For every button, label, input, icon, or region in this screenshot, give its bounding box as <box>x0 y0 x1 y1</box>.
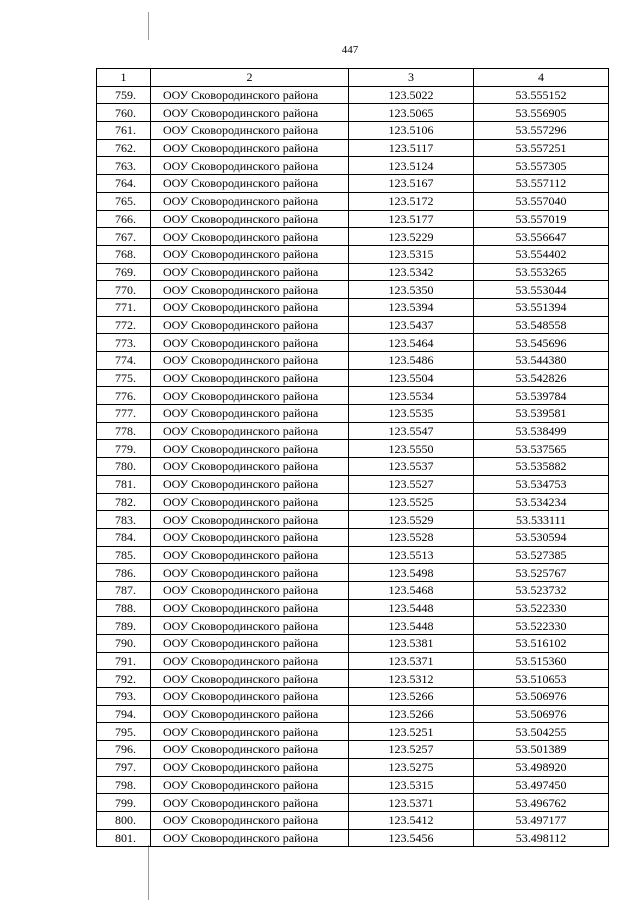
table-row <box>97 245 609 263</box>
longitude-value: 123.5525 <box>349 493 474 511</box>
organization-name: ООУ Сковородинского района <box>151 493 349 511</box>
row-number: 801. <box>97 829 151 847</box>
table-row <box>97 369 609 387</box>
organization-name: ООУ Сковородинского района <box>151 316 349 334</box>
organization-name: ООУ Сковородинского района <box>151 652 349 670</box>
latitude-value: 53.557251 <box>474 139 609 157</box>
organization-name: ООУ Сковородинского района <box>151 688 349 706</box>
table-row <box>97 776 609 794</box>
column-header-3: 3 <box>349 69 474 87</box>
organization-name: ООУ Сковородинского района <box>151 157 349 175</box>
latitude-value: 53.506976 <box>474 688 609 706</box>
column-header-4: 4 <box>474 69 609 87</box>
organization-name: ООУ Сковородинского района <box>151 387 349 405</box>
latitude-value: 53.525767 <box>474 564 609 582</box>
table-row <box>97 670 609 688</box>
organization-name: ООУ Сковородинского района <box>151 298 349 316</box>
table-row <box>97 475 609 493</box>
latitude-value: 53.548558 <box>474 316 609 334</box>
organization-name: ООУ Сковородинского района <box>151 829 349 847</box>
row-number: 785. <box>97 546 151 564</box>
row-number: 799. <box>97 794 151 812</box>
longitude-value: 123.5412 <box>349 811 474 829</box>
table-row <box>97 705 609 723</box>
table-row <box>97 405 609 423</box>
row-number: 786. <box>97 564 151 582</box>
longitude-value: 123.5177 <box>349 210 474 228</box>
row-number: 766. <box>97 210 151 228</box>
coordinates-table <box>96 68 609 847</box>
latitude-value: 53.557305 <box>474 157 609 175</box>
organization-name: ООУ Сковородинского района <box>151 794 349 812</box>
row-number: 783. <box>97 511 151 529</box>
longitude-value: 123.5371 <box>349 652 474 670</box>
longitude-value: 123.5117 <box>349 139 474 157</box>
row-number: 780. <box>97 458 151 476</box>
row-number: 784. <box>97 528 151 546</box>
latitude-value: 53.557112 <box>474 175 609 193</box>
table-row <box>97 228 609 246</box>
latitude-value: 53.537565 <box>474 440 609 458</box>
table-row <box>97 192 609 210</box>
latitude-value: 53.515360 <box>474 652 609 670</box>
organization-name: ООУ Сковородинского района <box>151 758 349 776</box>
table-row <box>97 422 609 440</box>
longitude-value: 123.5266 <box>349 688 474 706</box>
longitude-value: 123.5456 <box>349 829 474 847</box>
table-row <box>97 617 609 635</box>
organization-name: ООУ Сковородинского района <box>151 741 349 759</box>
longitude-value: 123.5394 <box>349 298 474 316</box>
longitude-value: 123.5513 <box>349 546 474 564</box>
table-row <box>97 157 609 175</box>
longitude-value: 123.5229 <box>349 228 474 246</box>
latitude-value: 53.557019 <box>474 210 609 228</box>
table-row <box>97 210 609 228</box>
latitude-value: 53.497177 <box>474 811 609 829</box>
latitude-value: 53.551394 <box>474 298 609 316</box>
row-number: 764. <box>97 175 151 193</box>
column-header-1: 1 <box>97 69 151 87</box>
latitude-value: 53.539581 <box>474 405 609 423</box>
latitude-value: 53.545696 <box>474 334 609 352</box>
longitude-value: 123.5468 <box>349 581 474 599</box>
table-row <box>97 635 609 653</box>
organization-name: ООУ Сковородинского района <box>151 458 349 476</box>
organization-name: ООУ Сковородинского района <box>151 511 349 529</box>
latitude-value: 53.533111 <box>474 511 609 529</box>
organization-name: ООУ Сковородинского района <box>151 192 349 210</box>
longitude-value: 123.5312 <box>349 670 474 688</box>
row-number: 794. <box>97 705 151 723</box>
longitude-value: 123.5550 <box>349 440 474 458</box>
longitude-value: 123.5275 <box>349 758 474 776</box>
latitude-value: 53.522330 <box>474 617 609 635</box>
longitude-value: 123.5371 <box>349 794 474 812</box>
longitude-value: 123.5381 <box>349 635 474 653</box>
organization-name: ООУ Сковородинского района <box>151 122 349 140</box>
table-row <box>97 794 609 812</box>
organization-name: ООУ Сковородинского района <box>151 705 349 723</box>
row-number: 778. <box>97 422 151 440</box>
row-number: 759. <box>97 86 151 104</box>
table-row <box>97 298 609 316</box>
latitude-value: 53.498920 <box>474 758 609 776</box>
longitude-value: 123.5124 <box>349 157 474 175</box>
latitude-value: 53.542826 <box>474 369 609 387</box>
organization-name: ООУ Сковородинского района <box>151 617 349 635</box>
table-row <box>97 440 609 458</box>
table-row <box>97 829 609 847</box>
longitude-value: 123.5437 <box>349 316 474 334</box>
table-row <box>97 564 609 582</box>
table-row <box>97 493 609 511</box>
organization-name: ООУ Сковородинского района <box>151 369 349 387</box>
row-number: 790. <box>97 635 151 653</box>
latitude-value: 53.506976 <box>474 705 609 723</box>
longitude-value: 123.5342 <box>349 263 474 281</box>
organization-name: ООУ Сковородинского района <box>151 245 349 263</box>
longitude-value: 123.5266 <box>349 705 474 723</box>
latitude-value: 53.522330 <box>474 599 609 617</box>
organization-name: ООУ Сковородинского района <box>151 228 349 246</box>
row-number: 782. <box>97 493 151 511</box>
table-row <box>97 511 609 529</box>
organization-name: ООУ Сковородинского района <box>151 440 349 458</box>
longitude-value: 123.5065 <box>349 104 474 122</box>
column-header-2: 2 <box>151 69 349 87</box>
longitude-value: 123.5464 <box>349 334 474 352</box>
latitude-value: 53.538499 <box>474 422 609 440</box>
table-row <box>97 581 609 599</box>
latitude-value: 53.534234 <box>474 493 609 511</box>
row-number: 792. <box>97 670 151 688</box>
longitude-value: 123.5527 <box>349 475 474 493</box>
table-row <box>97 122 609 140</box>
row-number: 789. <box>97 617 151 635</box>
longitude-value: 123.5448 <box>349 599 474 617</box>
row-number: 760. <box>97 104 151 122</box>
latitude-value: 53.556905 <box>474 104 609 122</box>
latitude-value: 53.534753 <box>474 475 609 493</box>
table-row <box>97 723 609 741</box>
table-header-row <box>97 69 609 87</box>
latitude-value: 53.523732 <box>474 581 609 599</box>
table-row <box>97 528 609 546</box>
latitude-value: 53.501389 <box>474 741 609 759</box>
row-number: 793. <box>97 688 151 706</box>
longitude-value: 123.5537 <box>349 458 474 476</box>
latitude-value: 53.553265 <box>474 263 609 281</box>
longitude-value: 123.5106 <box>349 122 474 140</box>
organization-name: ООУ Сковородинского района <box>151 352 349 370</box>
latitude-value: 53.555152 <box>474 86 609 104</box>
latitude-value: 53.535882 <box>474 458 609 476</box>
organization-name: ООУ Сковородинского района <box>151 175 349 193</box>
organization-name: ООУ Сковородинского района <box>151 281 349 299</box>
latitude-value: 53.504255 <box>474 723 609 741</box>
latitude-value: 53.498112 <box>474 829 609 847</box>
row-number: 771. <box>97 298 151 316</box>
latitude-value: 53.557296 <box>474 122 609 140</box>
table-row <box>97 263 609 281</box>
organization-name: ООУ Сковородинского района <box>151 528 349 546</box>
longitude-value: 123.5498 <box>349 564 474 582</box>
latitude-value: 53.497450 <box>474 776 609 794</box>
longitude-value: 123.5504 <box>349 369 474 387</box>
longitude-value: 123.5167 <box>349 175 474 193</box>
table-row <box>97 811 609 829</box>
table-row <box>97 652 609 670</box>
table-row <box>97 741 609 759</box>
table-row <box>97 387 609 405</box>
table-row <box>97 104 609 122</box>
row-number: 773. <box>97 334 151 352</box>
row-number: 781. <box>97 475 151 493</box>
organization-name: ООУ Сковородинского района <box>151 86 349 104</box>
table-body <box>97 86 609 847</box>
row-number: 769. <box>97 263 151 281</box>
organization-name: ООУ Сковородинского района <box>151 546 349 564</box>
table-row <box>97 334 609 352</box>
organization-name: ООУ Сковородинского района <box>151 334 349 352</box>
row-number: 787. <box>97 581 151 599</box>
row-number: 777. <box>97 405 151 423</box>
table-row <box>97 316 609 334</box>
row-number: 798. <box>97 776 151 794</box>
organization-name: ООУ Сковородинского района <box>151 210 349 228</box>
organization-name: ООУ Сковородинского района <box>151 723 349 741</box>
table-row <box>97 352 609 370</box>
row-number: 797. <box>97 758 151 776</box>
organization-name: ООУ Сковородинского района <box>151 405 349 423</box>
table-row <box>97 175 609 193</box>
margin-line-bottom <box>148 845 149 900</box>
row-number: 791. <box>97 652 151 670</box>
longitude-value: 123.5172 <box>349 192 474 210</box>
organization-name: ООУ Сковородинского района <box>151 475 349 493</box>
row-number: 788. <box>97 599 151 617</box>
row-number: 767. <box>97 228 151 246</box>
latitude-value: 53.510653 <box>474 670 609 688</box>
organization-name: ООУ Сковородинского района <box>151 104 349 122</box>
latitude-value: 53.496762 <box>474 794 609 812</box>
organization-name: ООУ Сковородинского района <box>151 599 349 617</box>
table-row <box>97 281 609 299</box>
longitude-value: 123.5529 <box>349 511 474 529</box>
organization-name: ООУ Сковородинского района <box>151 564 349 582</box>
table-row <box>97 86 609 104</box>
margin-line-top <box>148 12 149 40</box>
organization-name: ООУ Сковородинского района <box>151 581 349 599</box>
longitude-value: 123.5448 <box>349 617 474 635</box>
table-row <box>97 688 609 706</box>
longitude-value: 123.5315 <box>349 245 474 263</box>
row-number: 768. <box>97 245 151 263</box>
longitude-value: 123.5022 <box>349 86 474 104</box>
organization-name: ООУ Сковородинского района <box>151 635 349 653</box>
longitude-value: 123.5315 <box>349 776 474 794</box>
latitude-value: 53.527385 <box>474 546 609 564</box>
row-number: 762. <box>97 139 151 157</box>
longitude-value: 123.5257 <box>349 741 474 759</box>
latitude-value: 53.516102 <box>474 635 609 653</box>
latitude-value: 53.557040 <box>474 192 609 210</box>
latitude-value: 53.539784 <box>474 387 609 405</box>
table-row <box>97 758 609 776</box>
row-number: 763. <box>97 157 151 175</box>
longitude-value: 123.5528 <box>349 528 474 546</box>
organization-name: ООУ Сковородинского района <box>151 422 349 440</box>
latitude-value: 53.554402 <box>474 245 609 263</box>
longitude-value: 123.5486 <box>349 352 474 370</box>
row-number: 776. <box>97 387 151 405</box>
row-number: 796. <box>97 741 151 759</box>
page-number: 447 <box>341 44 359 56</box>
row-number: 774. <box>97 352 151 370</box>
row-number: 775. <box>97 369 151 387</box>
latitude-value: 53.544380 <box>474 352 609 370</box>
row-number: 800. <box>97 811 151 829</box>
organization-name: ООУ Сковородинского района <box>151 776 349 794</box>
latitude-value: 53.530594 <box>474 528 609 546</box>
table-row <box>97 139 609 157</box>
longitude-value: 123.5350 <box>349 281 474 299</box>
longitude-value: 123.5534 <box>349 387 474 405</box>
organization-name: ООУ Сковородинского района <box>151 139 349 157</box>
row-number: 770. <box>97 281 151 299</box>
latitude-value: 53.553044 <box>474 281 609 299</box>
row-number: 765. <box>97 192 151 210</box>
table-row <box>97 599 609 617</box>
longitude-value: 123.5535 <box>349 405 474 423</box>
organization-name: ООУ Сковородинского района <box>151 263 349 281</box>
row-number: 761. <box>97 122 151 140</box>
organization-name: ООУ Сковородинского района <box>151 811 349 829</box>
row-number: 795. <box>97 723 151 741</box>
table-row <box>97 458 609 476</box>
longitude-value: 123.5547 <box>349 422 474 440</box>
row-number: 772. <box>97 316 151 334</box>
longitude-value: 123.5251 <box>349 723 474 741</box>
latitude-value: 53.556647 <box>474 228 609 246</box>
table-row <box>97 546 609 564</box>
organization-name: ООУ Сковородинского района <box>151 670 349 688</box>
row-number: 779. <box>97 440 151 458</box>
